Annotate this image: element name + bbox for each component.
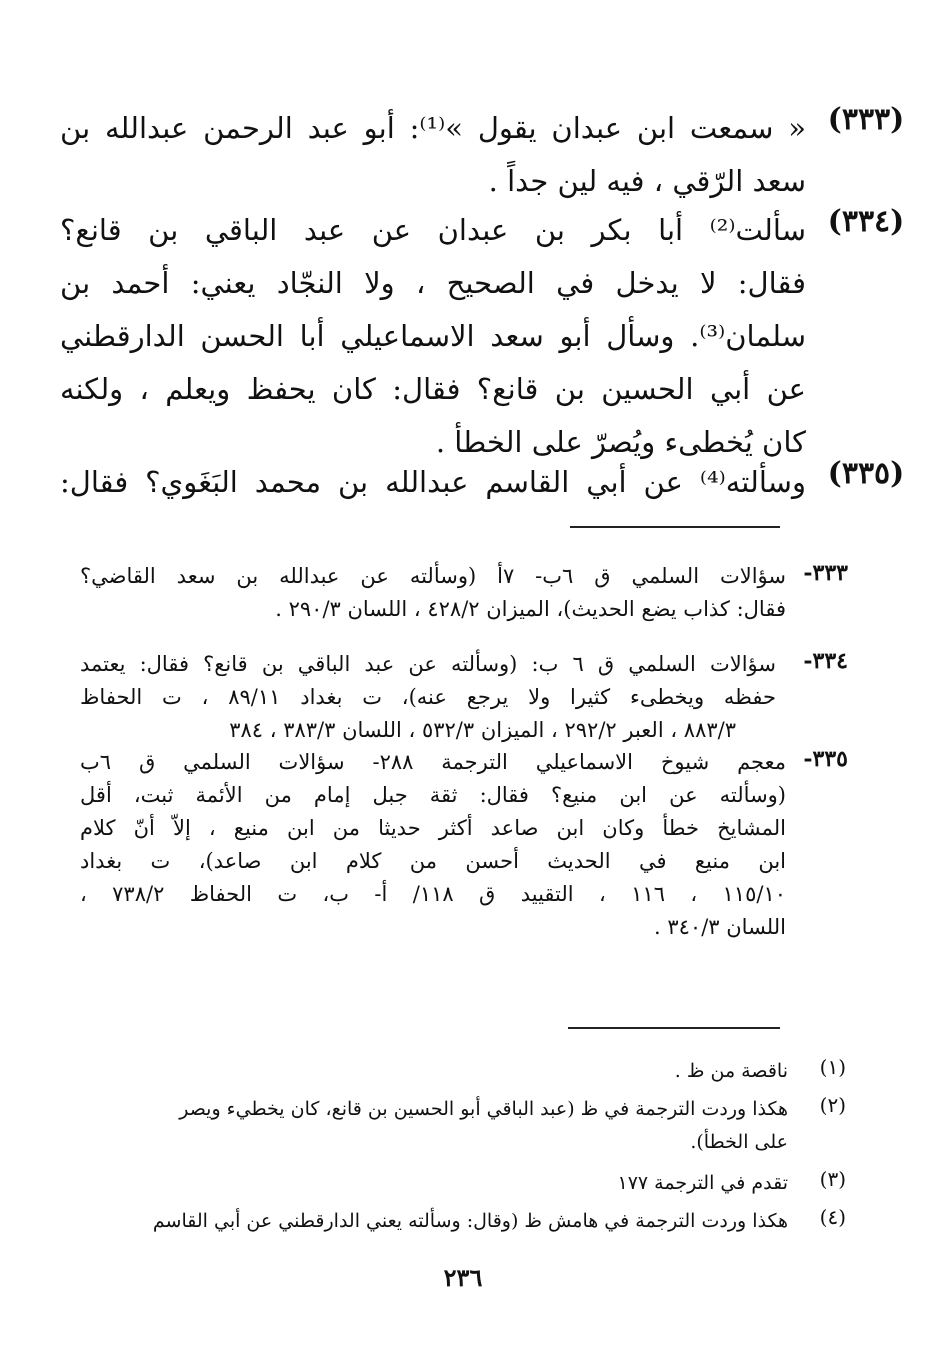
page-number: ٢٣٦ bbox=[443, 1263, 483, 1292]
entry-334 bbox=[60, 204, 905, 469]
footnote-4 bbox=[80, 1205, 846, 1238]
note-line: معجم شيوخ الاسماعيلي الترجمة ٢٨٨- سؤالات السلمي ق ٦ب bbox=[80, 750, 786, 774]
source-note-335 bbox=[80, 746, 848, 944]
entry-line: كان يُخطىء ويُصرّ على الخطأ . bbox=[435, 425, 806, 459]
note-line: ابن منيع في الحديث أحسن من كلام ابن صاعد)، ت بغداد bbox=[80, 849, 786, 873]
note-line: (وسألته عن ابن منيع؟ فقال: ثقة جبل إمام من الأئمة ثبت، أقل bbox=[80, 783, 786, 807]
footnote-2 bbox=[80, 1093, 846, 1159]
entry-335 bbox=[60, 456, 905, 509]
entry-number: (٣٣٣) bbox=[827, 102, 905, 137]
note-line: سؤالات السلمي ق ٦ب- ٧أ (وسألته عن عبدالله بن سعد القاضي؟ bbox=[80, 564, 786, 588]
section-divider bbox=[570, 526, 780, 528]
footnote-3 bbox=[80, 1167, 846, 1200]
entry-line: فقال: لا يدخل في الصحيح ، ولا النجّاد يعني: أحمد بن bbox=[60, 266, 806, 300]
footnote-line: تقدم في الترجمة ١٧٧ bbox=[617, 1172, 788, 1194]
entry-line: عن أبي الحسين بن قانع؟ فقال: كان يحفظ ويعلم ، ولكنه bbox=[60, 372, 806, 406]
note-number: ٣٣٥- bbox=[803, 746, 848, 772]
footnote-number: (٤) bbox=[819, 1205, 846, 1229]
entry-line: سعد الرّقي ، فيه لين جداً . bbox=[488, 164, 806, 198]
note-line: فقال: كذاب يضع الحديث)، الميزان ٤٢٨/٢ ، اللسان ٢٩٠/٣ . bbox=[275, 597, 786, 621]
entry-line: « سمعت ابن عبدان يقول »⁽¹⁾: أبو عبد الرحمن عبدالله بن bbox=[60, 111, 806, 145]
note-line: سؤالات السلمي ق ٦ ب: (وسألته عن عبد الباقي بن قانع؟ فقال: يعتمد bbox=[80, 652, 776, 676]
footnote-number: (١) bbox=[819, 1055, 846, 1079]
entry-number: (٣٣٤) bbox=[827, 204, 905, 239]
entry-line: سلمان⁽³⁾. وسأل أبو سعد الاسماعيلي أبا الحسن الدارقطني bbox=[60, 319, 806, 353]
entry-number: (٣٣٥) bbox=[827, 456, 905, 491]
footnote-divider bbox=[568, 1027, 780, 1029]
entry-line: سألت⁽²⁾ أبا بكر بن عبدان عن عبد الباقي بن قانع؟ bbox=[60, 213, 806, 247]
source-note-334 bbox=[80, 648, 848, 747]
source-note-333 bbox=[80, 560, 848, 626]
footnote-line: على الخطأ). bbox=[690, 1131, 788, 1153]
note-line: ٨٨٣/٣ ، العبر ٢٩٢/٢ ، الميزان ٥٣٢/٣ ، اللسان ٣٨٣/٣ ، ٣٨٤ bbox=[229, 718, 736, 742]
note-line: المشايخ خطأ وكان ابن صاعد أكثر حديثا من ابن منيع ، إلاّ أنّ كلام bbox=[80, 816, 786, 840]
note-line: اللسان ٣٤٠/٣ . bbox=[654, 915, 786, 939]
footnote-1 bbox=[80, 1055, 846, 1088]
footnote-number: (٣) bbox=[819, 1167, 846, 1191]
footnote-line: هكذا وردت الترجمة في ظ (عبد الباقي أبو الحسين بن قانع، كان يخطيء ويصر bbox=[179, 1098, 788, 1120]
footnote-number: (٢) bbox=[819, 1093, 846, 1117]
note-number: ٣٣٣- bbox=[803, 560, 848, 586]
note-line: ١١٥/١٠ ، ١١٦ ، التقييد ق ١١٨/ أ- ب، ت الحفاظ ٧٣٨/٢ ، bbox=[80, 882, 787, 906]
entry-line: وسألته⁽⁴⁾ عن أبي القاسم عبدالله بن محمد البَغَوي؟ فقال: bbox=[60, 465, 806, 499]
note-line: حفظه ويخطىء كثيرا ولا يرجع عنه)، ت بغداد ٨٩/١١ ، ت الحفاظ bbox=[80, 685, 776, 709]
entry-333 bbox=[60, 102, 905, 208]
note-number: ٣٣٤- bbox=[803, 648, 848, 674]
footnote-line: هكذا وردت الترجمة في هامش ظ (وقال: وسألته يعني الدارقطني عن أبي القاسم bbox=[152, 1210, 788, 1232]
footnote-line: ناقصة من ظ . bbox=[674, 1060, 788, 1082]
